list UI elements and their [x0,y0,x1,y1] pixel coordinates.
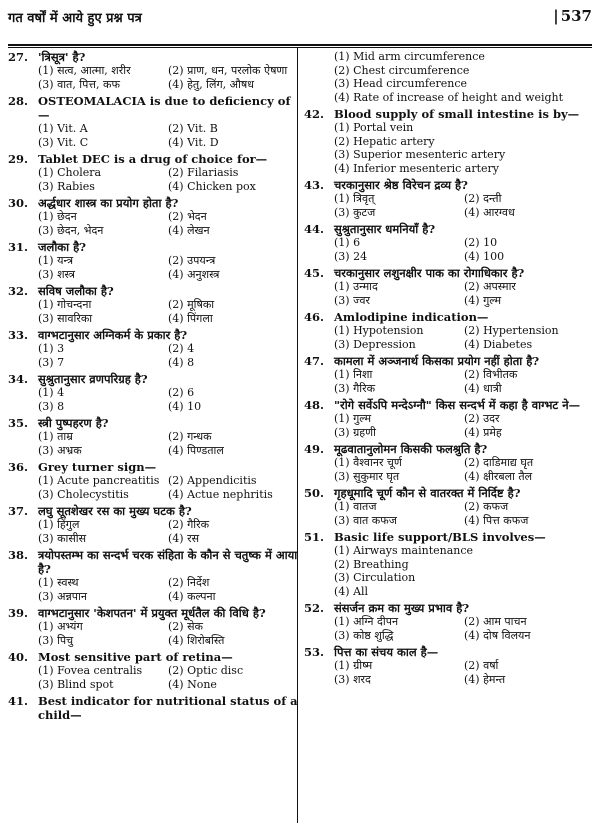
option-3: (3) 24 [334,249,368,263]
option-3: (3) कुटज [334,205,376,219]
question-number: 30. [8,196,29,210]
option-3: (3) Circulation [334,571,416,584]
option-2: (2) अपस्मार [464,280,516,293]
option-1: (1) 3 [38,342,65,355]
question-number: 48. [304,398,325,412]
question-header [8,94,298,122]
question-text: Blood supply of small intestine is by— [334,107,580,121]
option-3: (3) Rabies [38,179,95,193]
option-1: (1) अग्नि दीपन [334,615,399,628]
option-3: (3) 8 [38,399,65,413]
question-44 [304,222,594,263]
option-3: (3) कोष्ठ शुद्धि [334,628,394,642]
question-number: 51. [304,530,325,544]
question-header [304,486,594,500]
question-number: 43. [304,178,325,192]
option-1: (1) 6 [334,236,361,249]
question-header [8,460,298,474]
options-list [38,122,298,149]
option-3: (3) पिचु [38,633,74,647]
options-list [38,430,298,457]
option-1: (1) छेदन [38,210,77,223]
options-list [334,544,594,598]
options-list [334,121,594,175]
option-2: (2) Optic disc [168,664,244,677]
question-number: 39. [8,606,29,620]
question-number: 34. [8,372,29,386]
question-41 [8,694,298,722]
option-2: (2) गन्धक [168,430,212,443]
option-4: (4) पिंगला [168,311,213,325]
option-4: (4) Chicken pox [168,179,256,193]
option-4: (4) पिण्डताल [168,443,224,457]
option-1: (1) गोचन्दना [38,298,92,311]
option-1: (1) Portal vein [334,121,414,134]
question-27 [8,50,298,91]
options-list [38,166,298,193]
option-4: (4) गुल्म [464,293,502,307]
question-text: सुश्रुतानुसार धमनियाँ है? [334,222,436,236]
option-1: (1) Hypotension [334,324,424,337]
option-4: (4) आरग्वध [464,205,515,219]
option-2: (2) सेक [168,620,203,633]
option-4: (4) हेमन्त [464,672,506,686]
question-text: गृहधूमादि चूर्ण कौन से वातरक्त में निर्दिष्ट है? [334,486,521,500]
question-header [304,222,594,236]
question-text: Most sensitive part of retina— [38,650,233,664]
question-37 [8,504,298,545]
option-1: (1) यन्त्र [38,254,74,267]
question-text: कामला में अञ्जनार्थ किसका प्रयोग नहीं होता है? [334,354,540,368]
question-text: मूढवातानुलोमन किसकी फलश्रुति है? [334,442,488,456]
option-3: (3) Cholecystitis [38,487,129,501]
option-1: (1) गुल्म [334,412,372,425]
option-1: (1) Mid arm circumference [334,50,485,63]
question-header [8,196,298,210]
question-48 [304,398,594,439]
option-4: (4) Rate of increase of height and weight [334,90,564,104]
question-header [304,354,594,368]
page-header [8,6,592,28]
question-number: 33. [8,328,29,342]
options-list [334,412,594,439]
option-2: (2) प्राण, धन, परलोक ऐषणा [168,64,288,77]
option-4: (4) शिरोबस्ति [168,633,225,647]
option-1: (1) सत्व, आत्मा, शरीर [38,64,131,77]
options-list [38,254,298,281]
option-1: (1) अभ्यंग [38,620,83,633]
question-text: त्रयोपस्तम्भ का सन्दर्भ चरक संहिता के कौन से चतुष्क में आया है? [38,548,298,576]
option-3: (3) ज्वर [334,293,370,307]
option-3: (3) वात कफज [334,513,397,527]
question-text: चरकानुसार लशुनक्षीर पाक का रोगाधिकार है? [334,266,525,280]
question-text: Grey turner sign— [38,460,157,474]
question-31 [8,240,298,281]
question-text: Best indicator for nutritional status of a child— [38,694,298,722]
question-42 [304,107,594,175]
options-list [334,192,594,219]
option-4: (4) प्रमेह [464,425,502,439]
question-header [8,416,298,430]
question-29 [8,152,298,193]
question-number: 46. [304,310,325,324]
option-1: (1) वैश्वानर चूर्ण [334,456,402,469]
option-1: (1) Cholera [38,166,102,179]
option-2: (2) विभीतक [464,368,518,381]
question-53 [304,645,594,686]
option-2: (2) निर्देश [168,576,210,589]
option-3: (3) सुकुमार घृत [334,469,400,483]
running-title: गत वर्षों में आये हुए प्रश्न पत्र [8,11,142,26]
question-header [8,152,298,166]
options-list [334,236,594,263]
question-header [8,328,298,342]
option-1: (1) ग्रीष्म [334,659,373,672]
question-number: 32. [8,284,29,298]
option-4: (4) Inferior mesenteric artery [334,161,500,175]
question-header [304,310,594,324]
option-2: (2) Hepatic artery [334,134,435,148]
question-38 [8,548,298,603]
option-2: (2) वर्षा [464,659,499,672]
option-3: (3) ग्रहणी [334,425,376,439]
option-4: (4) पित्त कफज [464,513,529,527]
options-list [38,664,298,691]
question-number: 28. [8,94,29,108]
question-32 [8,284,298,325]
options-list [38,474,298,501]
question-40 [8,650,298,691]
question-header [8,372,298,386]
option-1: (1) 4 [38,386,65,399]
question-49 [304,442,594,483]
question-header [8,50,298,64]
option-1: (1) Acute pancreatitis [38,474,160,487]
question-header [8,504,298,518]
option-1: (1) Vit. A [38,122,88,135]
option-4: (4) कल्पना [168,589,216,603]
question-39 [8,606,298,647]
question-text: पित्त का संचय काल है— [334,645,439,659]
question-header [8,240,298,254]
question-text: Basic life support/BLS involves— [334,530,546,544]
question-text: "रोगे सर्वेऽपि मन्देऽग्नौ" किस सन्दर्भ में कहा है वाग्भट ने— [334,398,581,412]
question-text: संसर्जन क्रम का मुख्य प्रभाव है? [334,601,470,615]
option-2: (2) गैरिक [168,518,210,531]
question-50 [304,486,594,527]
options-list [38,386,298,413]
question-number: 41. [8,694,29,708]
question-text: स्त्री पुष्पहरण है? [38,416,109,430]
option-1: (1) स्वस्थ [38,576,79,589]
option-4: (4) हेतु, लिंग, औषध [168,77,255,91]
option-2: (2) Appendicitis [168,474,257,487]
question-number: 49. [304,442,325,456]
question-text: वाग्भटानुसार अग्निकर्म के प्रकार है? [38,328,188,342]
option-3: (3) शरद [334,672,371,686]
option-2: (2) दाडिमाद्य घृत [464,456,534,469]
option-4: (4) अनुशस्त्र [168,267,220,281]
question-number: 47. [304,354,325,368]
options-list [334,456,594,483]
question-text: लघु सूतशेखर रस का मुख्य घटक है? [38,504,192,518]
question-45 [304,266,594,307]
page-number: 537 [560,7,592,25]
page-number-block [553,7,592,25]
question-text: Tablet DEC is a drug of choice for— [38,152,268,166]
left-column [8,50,298,823]
option-2: (2) आम पाचन [464,615,527,628]
question-46 [304,310,594,351]
option-2: (2) Filariasis [168,166,239,179]
question-28 [8,94,298,149]
option-4: (4) धात्री [464,381,502,395]
question-header [8,606,298,620]
option-4: (4) 100 [464,249,505,263]
question-header [304,398,594,412]
question-text: सुश्रुतानुसार व्रणपरिग्रह है? [38,372,148,386]
option-2: (2) उदर [464,412,500,425]
option-3: (3) सावरिका [38,311,93,325]
question-47 [304,354,594,395]
question-header [304,442,594,456]
question-text: चरकानुसार श्रेष्ठ विरेचन द्रव्य है? [334,178,468,192]
option-2: (2) Chest circumference [334,63,470,77]
option-2: (2) 4 [168,342,195,355]
option-3: (3) 7 [38,355,65,369]
option-3: (3) Vit. C [38,135,89,149]
option-1: (1) ताम्र [38,430,73,443]
question-number: 40. [8,650,29,664]
options-list [38,620,298,647]
question-35 [8,416,298,457]
question-30 [8,196,298,237]
option-3: (3) अभ्रक [38,443,82,457]
option-4: (4) 8 [168,355,195,369]
options-list [334,615,594,642]
options-list [334,324,594,351]
option-1: (1) वातज [334,500,377,513]
right-column [304,50,594,823]
option-3: (3) Depression [334,337,416,351]
option-1: (1) Airways maintenance [334,544,474,557]
option-2: (2) Hypertension [464,324,559,337]
question-51 [304,530,594,598]
question-33 [8,328,298,369]
options-list [38,298,298,325]
option-3: (3) अन्नपान [38,589,87,603]
option-2: (2) Vit. B [168,122,218,135]
question-text: OSTEOMALACIA is due to deficiency of— [38,94,291,122]
question-header [304,178,594,192]
option-1: (1) निशा [334,368,373,381]
question-number: 37. [8,504,29,518]
option-3: (3) Superior mesenteric artery [334,148,506,161]
question-header [304,645,594,659]
question-header [304,601,594,615]
options-list [38,210,298,237]
option-1: (1) हिंगुल [38,518,80,531]
option-4: (4) Diabetes [464,337,533,351]
options-list [334,659,594,686]
header-rule-thin [8,47,592,48]
option-4: (4) लेखन [168,223,210,237]
question-number: 52. [304,601,325,615]
option-2: (2) भेदन [168,210,207,223]
option-3: (3) कासीस [38,531,87,545]
question-text: Amlodipine indication— [334,310,489,324]
question-number: 45. [304,266,325,280]
option-4: (4) Actue nephritis [168,487,273,501]
option-4: (4) रस [168,531,200,545]
option-4: (4) Vit. D [168,135,219,149]
question-header [8,548,298,576]
options-list [334,368,594,395]
question-text: वाग्भटानुसार 'केशपतन' में प्रयुक्त मूर्धतैल की विधि है? [38,606,266,620]
options-list [38,576,298,603]
option-2: (2) दन्ती [464,192,502,205]
option-1: (1) Fovea centralis [38,664,143,677]
options-list [38,518,298,545]
options-list [334,500,594,527]
question-52 [304,601,594,642]
option-1: (1) उन्माद [334,280,378,293]
question-36 [8,460,298,501]
question-header [8,650,298,664]
option-2: (2) Breathing [334,557,409,571]
header-separator: | [553,7,559,25]
question-header [304,107,594,121]
question-header [8,284,298,298]
option-1: (1) त्रिवृत् [334,192,375,205]
question-number: 38. [8,548,29,562]
option-3: (3) छेदन, भेदन [38,223,104,237]
question-number: 42. [304,107,325,121]
question-number: 35. [8,416,29,430]
question-text: अर्द्धधार शास्त्र का प्रयोग होता है? [38,196,179,210]
option-4: (4) क्षीरबला तैल [464,469,533,483]
question-number: 36. [8,460,29,474]
option-2: (2) मूषिका [168,298,215,311]
question-number: 27. [8,50,29,64]
question-43 [304,178,594,219]
question-text: सविष जलौका है? [38,284,114,298]
question-number: 29. [8,152,29,166]
options-list [38,342,298,369]
question-34 [8,372,298,413]
question-number: 31. [8,240,29,254]
question-number: 44. [304,222,325,236]
options-list [334,280,594,307]
option-2: (2) कफज [464,500,509,513]
option-4: (4) दोष विलयन [464,628,531,642]
question-text: जलौका है? [38,240,86,254]
option-3: (3) Blind spot [38,677,114,691]
question-number: 50. [304,486,325,500]
option-3: (3) वात, पित्त, कफ [38,77,120,91]
question-text: 'त्रिसूत्र' है? [38,50,86,64]
option-2: (2) उपयन्त्र [168,254,216,267]
question-header [304,266,594,280]
option-3: (3) Head circumference [334,77,467,90]
continued-question-41-options [304,50,594,104]
option-4: (4) 10 [168,399,202,413]
option-2: (2) 6 [168,386,195,399]
question-header [304,530,594,544]
option-4: (4) All [334,584,369,598]
option-3: (3) शस्त्र [38,267,75,281]
option-4: (4) None [168,677,217,691]
option-3: (3) गैरिक [334,381,376,395]
question-header [8,694,298,722]
option-2: (2) 10 [464,236,498,249]
options-list [334,50,594,104]
options-list [38,64,298,91]
question-number: 53. [304,645,325,659]
